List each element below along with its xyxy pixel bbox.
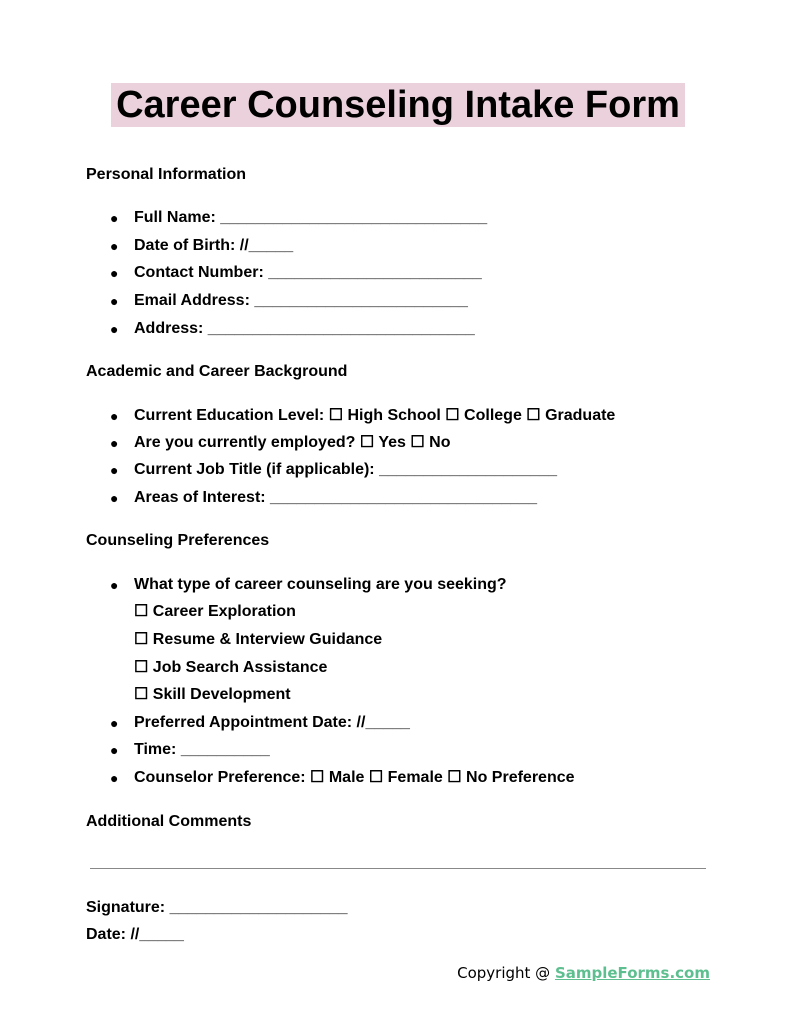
address-field[interactable]: Address: ______________________________ [134,320,475,337]
option-resume-interview[interactable]: ☐ Resume & Interview Guidance [134,631,383,648]
signature-field[interactable]: Signature: ____________________ [86,899,348,916]
option-job-search[interactable]: ☐ Job Search Assistance [134,659,328,676]
bullet-icon: ● [110,238,119,254]
counseling-type-question: What type of career counseling are you seeking? [134,576,507,593]
date-field[interactable]: Date: //_____ [86,926,184,943]
footer-copyright [457,963,710,983]
contact-number-field[interactable]: Contact Number: ________________________ [134,264,482,281]
full-name-field[interactable]: Full Name: ______________________________ [134,209,488,226]
email-field[interactable]: Email Address: ________________________ [134,292,468,309]
counselor-preference-field[interactable]: Counselor Preference: ☐ Male ☐ Female ☐ No Preference [134,769,575,786]
bullet-icon: ● [110,490,119,506]
bullet-icon: ● [110,210,119,226]
page-title: Career Counseling Intake Form [111,83,685,127]
bullet-icon: ● [110,770,119,786]
bullet-icon: ● [110,715,119,731]
option-skill-development[interactable]: ☐ Skill Development [134,686,291,703]
section-heading-academic: Academic and Career Background [86,363,348,380]
job-title-field[interactable]: Current Job Title (if applicable): ____________________ [134,461,558,478]
time-field[interactable]: Time: __________ [134,741,270,758]
bullet-icon: ● [110,577,119,593]
dob-field[interactable]: Date of Birth: //_____ [134,237,294,254]
bullet-icon: ● [110,462,119,478]
sampleforms-link[interactable]: SampleForms.com [554,964,710,982]
comments-line[interactable] [90,868,706,869]
education-level-field[interactable]: Current Education Level: ☐ High School ☐ College ☐ Graduate [134,407,616,424]
section-heading-preferences: Counseling Preferences [86,532,270,549]
option-career-exploration[interactable]: ☐ Career Exploration [134,603,296,620]
bullet-icon: ● [110,321,119,337]
section-heading-personal: Personal Information [86,166,247,183]
bullet-icon: ● [110,742,119,758]
bullet-icon: ● [110,265,119,281]
bullet-icon: ● [110,435,119,451]
interests-field[interactable]: Areas of Interest: ______________________________ [134,489,537,506]
appointment-date-field[interactable]: Preferred Appointment Date: //_____ [134,714,410,731]
section-heading-comments: Additional Comments [86,813,252,830]
bullet-icon: ● [110,408,119,424]
bullet-icon: ● [110,293,119,309]
copyright-text: Copyright @ [457,964,555,982]
employed-field[interactable]: Are you currently employed? ☐ Yes ☐ No [134,434,451,451]
